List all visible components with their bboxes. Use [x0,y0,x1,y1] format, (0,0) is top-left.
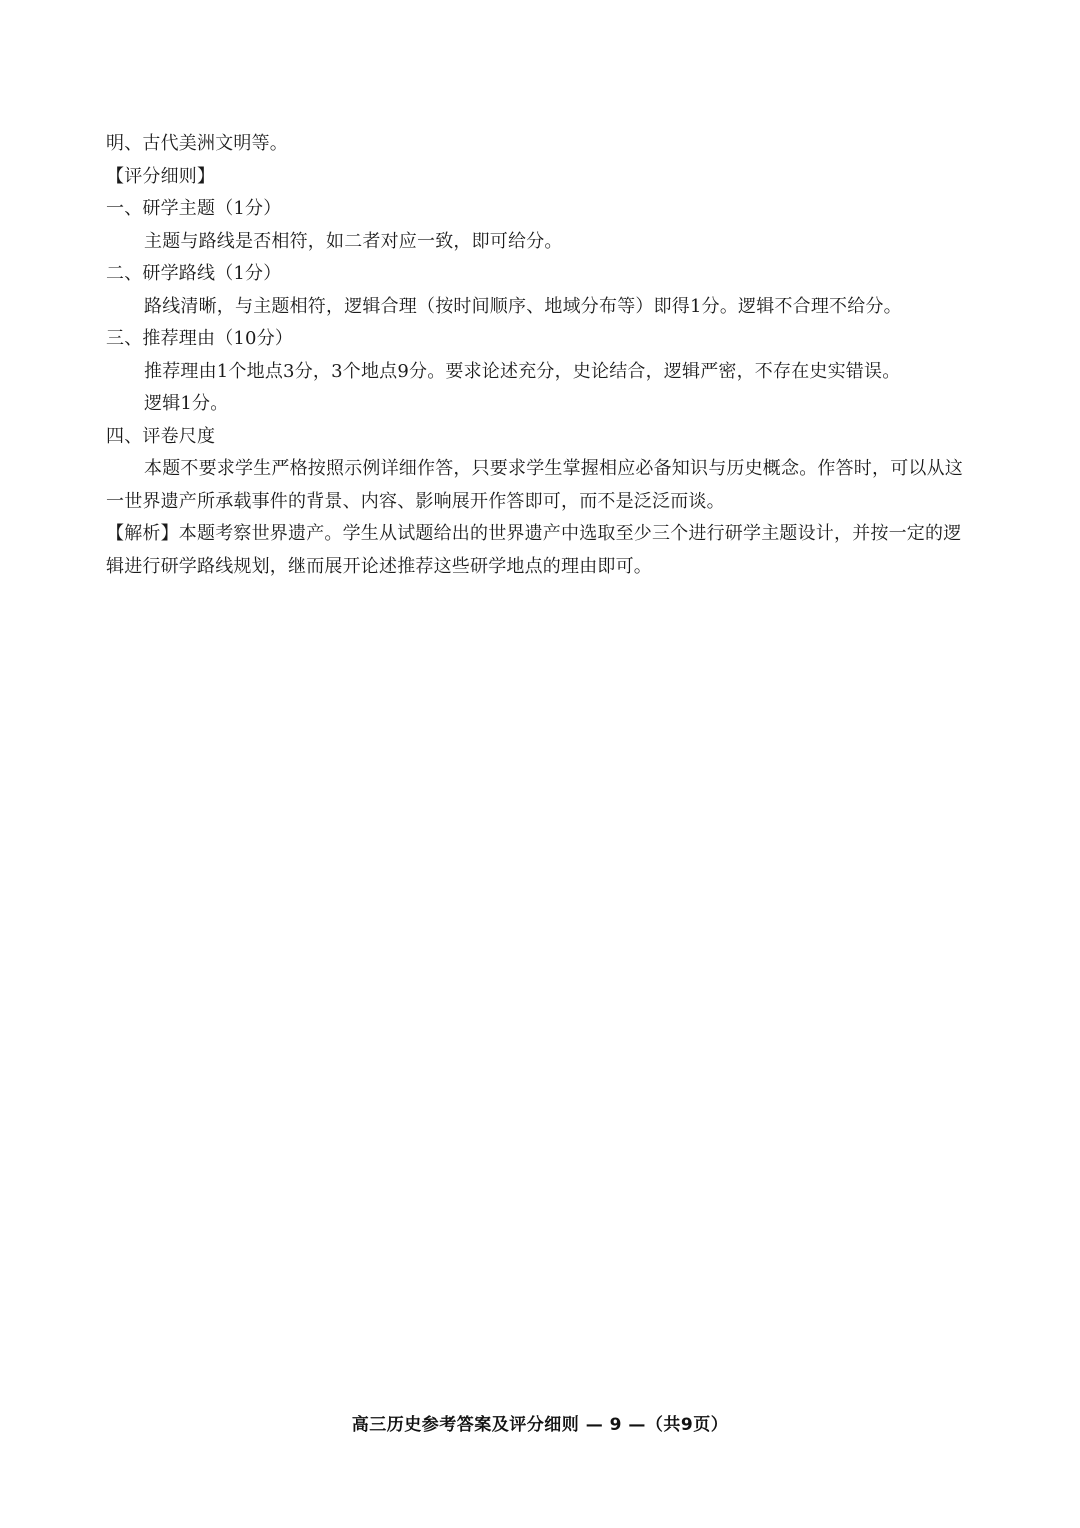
section-4-text: 本题不要求学生严格按照示例详细作答，只要求学生掌握相应必备知识与历史概念。作答时，可以从这一世界遗产所承载事件的背景、内容、影响展开作答即可，而不是泛泛而谈。 [106,458,963,512]
page-body [106,128,976,583]
page-footer: 高三历史参考答案及评分细则 — 9 —（共9页） [351,1415,729,1435]
section-2-text: 路线清晰，与主题相符，逻辑合理（按时间顺序、地域分布等）即得1分。逻辑不合理不给分。 [144,295,902,317]
rubric-heading: 【评分细则】 [106,165,216,187]
section-3-text-line-1: 推荐理由1个地点3分，3个地点9分。要求论述充分，史论结合，逻辑严密，不存在史实错误。 [144,360,901,382]
section-4-title: 四、评卷尺度 [106,425,216,447]
section-2-title: 二、研学路线（1分） [106,263,282,284]
analysis-paragraph: 【解析】本题考察世界遗产。学生从试题给出的世界遗产中选取至少三个进行研学主题设计，并按一定的逻辑进行研学路线规划，继而展开论述推荐这些研学地点的理由即可。 [106,523,962,577]
section-1-title: 一、研学主题（1分） [106,198,282,219]
section-3-title: 三、推荐理由（10分） [106,328,294,349]
continuation-text: 明、古代美洲文明等。 [106,133,288,154]
section-3-text-line-2: 逻辑1分。 [144,393,229,414]
section-1-text: 主题与路线是否相符，如二者对应一致，即可给分。 [144,230,563,252]
